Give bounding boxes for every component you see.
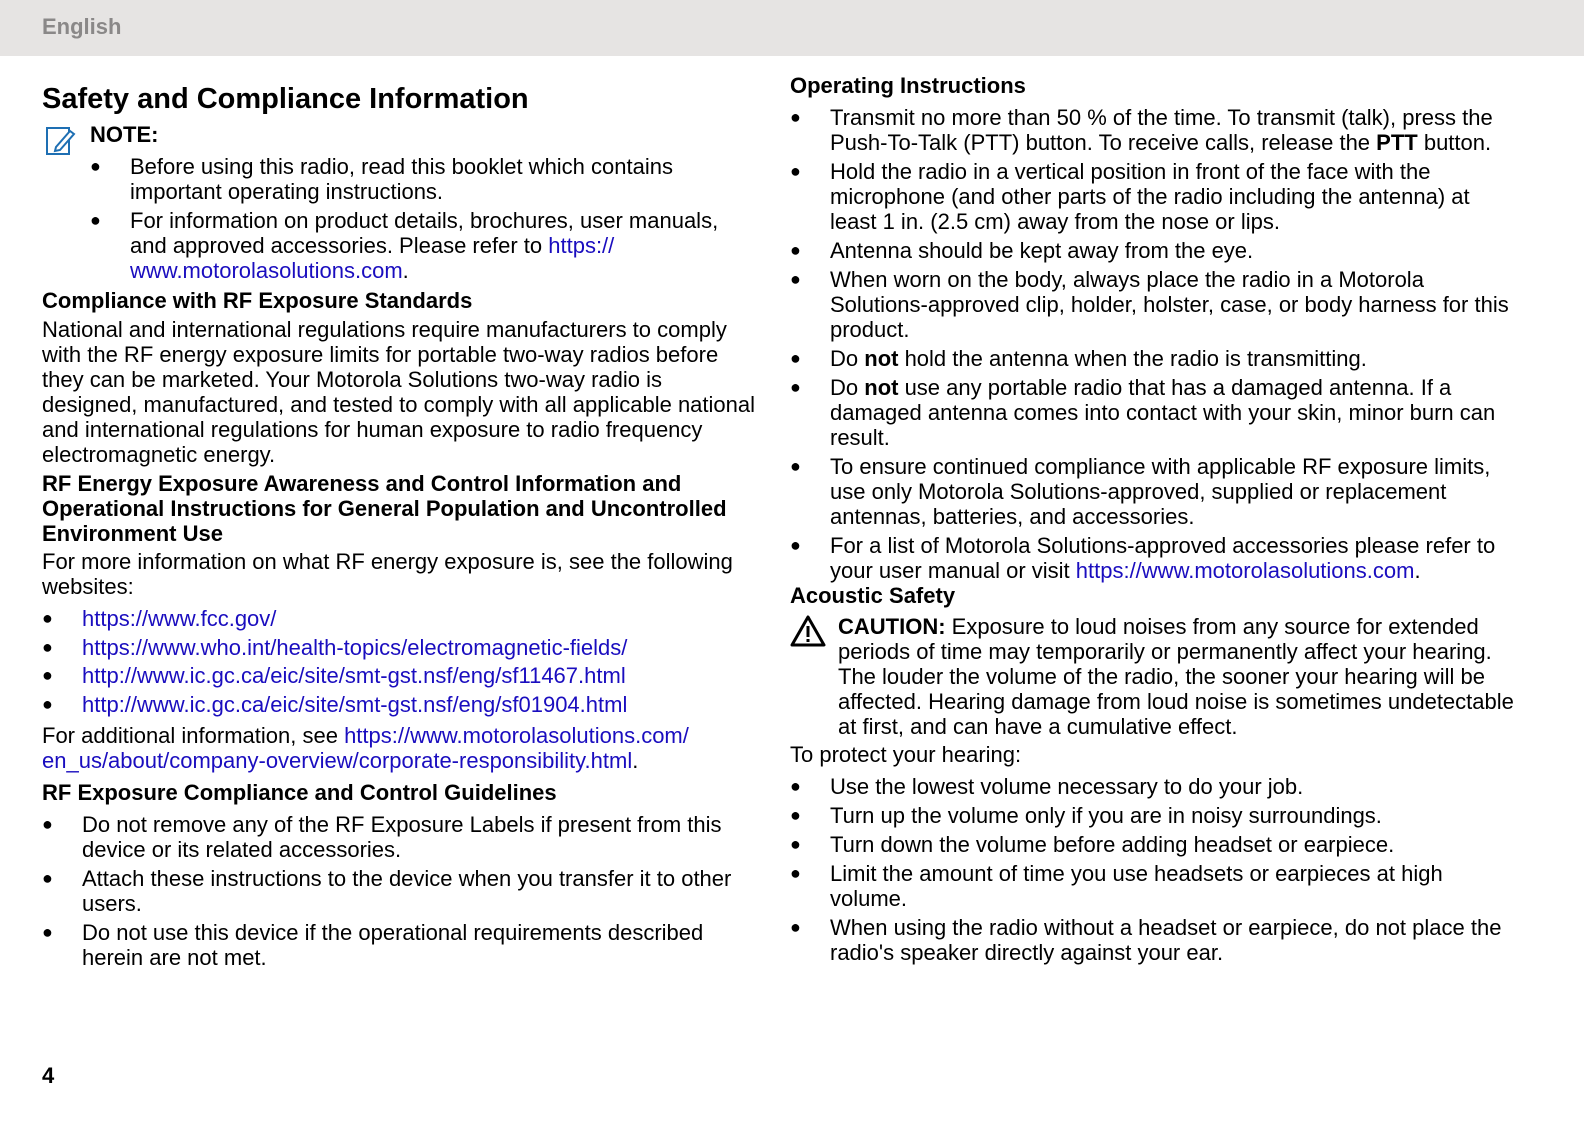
bullet: ●	[790, 161, 801, 181]
item-text: When using the radio without a headset or earpiece, do not place the radio's speaker directly against your ear.	[830, 915, 1502, 965]
bullet: ●	[790, 863, 801, 883]
item-bold-text: not	[864, 346, 899, 371]
note-item-text: Before using this radio, read this booklet which contains important operating instructions.	[130, 154, 673, 204]
item-text: Antenna should be kept away from the eye.	[830, 238, 1254, 263]
item-text: For a list of Motorola Solutions-approved accessories please refer to your user manual or visit	[830, 533, 1496, 583]
guideline-item	[42, 866, 757, 916]
bullet: ●	[42, 868, 53, 888]
bullet: ●	[790, 240, 801, 260]
guidelines-heading: RF Exposure Compliance and Control Guidelines	[42, 780, 557, 805]
additional-info	[42, 723, 742, 773]
bullet: ●	[790, 107, 801, 127]
bullet: ●	[42, 636, 53, 657]
note-pencil-icon	[46, 125, 76, 157]
item-text: use any portable radio that has a damaged antenna. If a damaged antenna comes into contact with your skin, minor burn can result.	[830, 375, 1496, 450]
ic-link-2[interactable]: http://www.ic.gc.ca/eic/site/smt-gst.nsf/eng/sf01904.html	[82, 691, 628, 717]
punctuation: .	[1414, 558, 1421, 583]
bullet: ●	[790, 535, 801, 555]
protect-intro: To protect your hearing:	[790, 742, 1022, 767]
item-text: Limit the amount of time you use headsets or earpieces at high volume.	[830, 861, 1443, 911]
language-label: English	[42, 14, 122, 39]
item-text: Use the lowest volume necessary to do your job.	[830, 774, 1304, 799]
caution-text	[838, 614, 1528, 739]
item-bold-text: PTT	[1376, 130, 1418, 155]
warning-triangle-icon	[790, 614, 826, 648]
compliance-body: National and international regulations require manufacturers to comply with the RF energy exposure limits for portable two-way radios before they can be marketed. Your Motorola Solutions two-way radio is designed, manufactured, and tested to comply with all applicable national and international regulations for human exposure to radio frequency electromagnetic energy.	[42, 317, 756, 467]
item-text: Turn up the volume only if you are in noisy surroundings.	[830, 803, 1382, 828]
fcc-link[interactable]: https://www.fcc.gov/	[82, 606, 277, 631]
operating-heading: Operating Instructions	[790, 73, 1026, 98]
item-text: hold the antenna when the radio is transmitting.	[898, 346, 1367, 371]
hearing-item	[790, 861, 1470, 911]
note-label: NOTE:	[90, 122, 159, 147]
who-link[interactable]: https://www.who.int/health-topics/electromagnetic-fields/	[82, 634, 628, 660]
awareness-heading: RF Energy Exposure Awareness and Control Information and Operational Instructions for General Population and Uncontrolled Environment Use	[42, 471, 727, 546]
awareness-intro: For more information on what RF energy exposure is, see the following websites:	[42, 549, 733, 599]
bullet: ●	[790, 456, 801, 476]
hearing-item	[790, 915, 1520, 965]
link-item	[42, 606, 762, 631]
rf-links-list	[42, 606, 762, 720]
bullet: ●	[790, 776, 801, 796]
item-text: Do	[830, 375, 865, 400]
operating-list	[790, 105, 1520, 587]
bullet: ●	[42, 814, 53, 834]
corporate-responsibility-link[interactable]: https://www.motorolasolutions.com/ en_us/about/company-overview/corporate-responsibility.html	[42, 723, 689, 773]
operating-item	[790, 238, 1520, 263]
compliance-heading: Compliance with RF Exposure Standards	[42, 288, 473, 313]
hearing-item	[790, 832, 1520, 857]
ic-link-1[interactable]: http://www.ic.gc.ca/eic/site/smt-gst.nsf/eng/sf11467.html	[82, 663, 626, 688]
operating-item	[790, 267, 1520, 342]
bullet: ●	[42, 693, 53, 714]
operating-item	[790, 346, 1520, 371]
guidelines-list	[42, 812, 757, 974]
punctuation: .	[402, 258, 409, 283]
item-text: Turn down the volume before adding headset or earpiece.	[830, 832, 1395, 857]
item-text: To ensure continued compliance with applicable RF exposure limits, use only Motorola Solutions-approved, supplied or replacement antennas, batteries, and accessories.	[830, 454, 1491, 529]
bullet: ●	[790, 348, 801, 368]
guideline-text: Do not use this device if the operational requirements described herein are not met.	[82, 920, 704, 970]
operating-item	[790, 105, 1520, 155]
bullet: ●	[790, 917, 801, 937]
bullet: ●	[42, 665, 53, 685]
link-item	[42, 635, 762, 660]
motorola-accessories-link[interactable]: https://www.motorolasolutions.com	[1075, 558, 1415, 583]
acoustic-heading: Acoustic Safety	[790, 583, 956, 608]
note-item	[90, 154, 740, 204]
note-item-text: For information on product details, brochures, user manuals, and approved accessories. Please refer to	[130, 208, 719, 258]
operating-item	[790, 375, 1520, 450]
bullet: ●	[90, 156, 101, 176]
bullet: ●	[42, 608, 53, 628]
motorola-link[interactable]: https:// www.motorolasolutions.com	[130, 233, 615, 283]
bullet: ●	[790, 269, 801, 289]
bullet: ●	[42, 922, 53, 942]
bullet: ●	[790, 377, 801, 397]
punctuation: .	[632, 748, 639, 773]
item-text: Transmit no more than 50 % of the time. To transmit (talk), press the Push-To-Talk (PTT) button. To receive calls, release the	[830, 105, 1493, 155]
hearing-item	[790, 774, 1520, 799]
bullet: ●	[790, 805, 801, 825]
item-bold-text: not	[864, 375, 899, 400]
note-item	[90, 208, 740, 283]
additional-info-text: For additional information, see	[42, 723, 345, 748]
guideline-text: Attach these instructions to the device when you transfer it to other users.	[82, 866, 732, 916]
guideline-item	[42, 812, 757, 862]
link-item	[42, 692, 762, 717]
page-number: 4	[42, 1063, 55, 1088]
guideline-item	[42, 920, 757, 970]
caution-body: Exposure to loud noises from any source for extended periods of time may temporarily or permanently affect your hearing. The louder the volume of the radio, the sooner your hearing will be affected. Hearing damage from loud noise is sometimes undetectable at first, and can have a cumulative effect.	[838, 614, 1514, 739]
operating-item	[790, 454, 1520, 529]
operating-item	[790, 533, 1520, 583]
caution-label: CAUTION:	[838, 614, 946, 639]
guideline-text: Do not remove any of the RF Exposure Labels if present from this device or its related accessories.	[82, 812, 722, 862]
bullet: ●	[790, 834, 801, 854]
operating-item	[790, 159, 1470, 234]
hearing-item	[790, 803, 1520, 828]
note-list	[90, 154, 740, 287]
item-text: Do	[830, 346, 865, 371]
bullet: ●	[90, 210, 101, 230]
item-text: button.	[1417, 130, 1492, 155]
item-text: Hold the radio in a vertical position in front of the face with the microphone (and other parts of the radio including the antenna) at least 1 in. (2.5 cm) away from the nose or lips.	[830, 159, 1470, 234]
link-item	[42, 663, 762, 688]
header-bar	[0, 0, 1584, 56]
hearing-list	[790, 774, 1520, 969]
item-text: When worn on the body, always place the radio in a Motorola Solutions-approved clip, holder, holster, case, or body harness for this product.	[830, 267, 1509, 342]
page-title: Safety and Compliance Information	[42, 83, 529, 115]
